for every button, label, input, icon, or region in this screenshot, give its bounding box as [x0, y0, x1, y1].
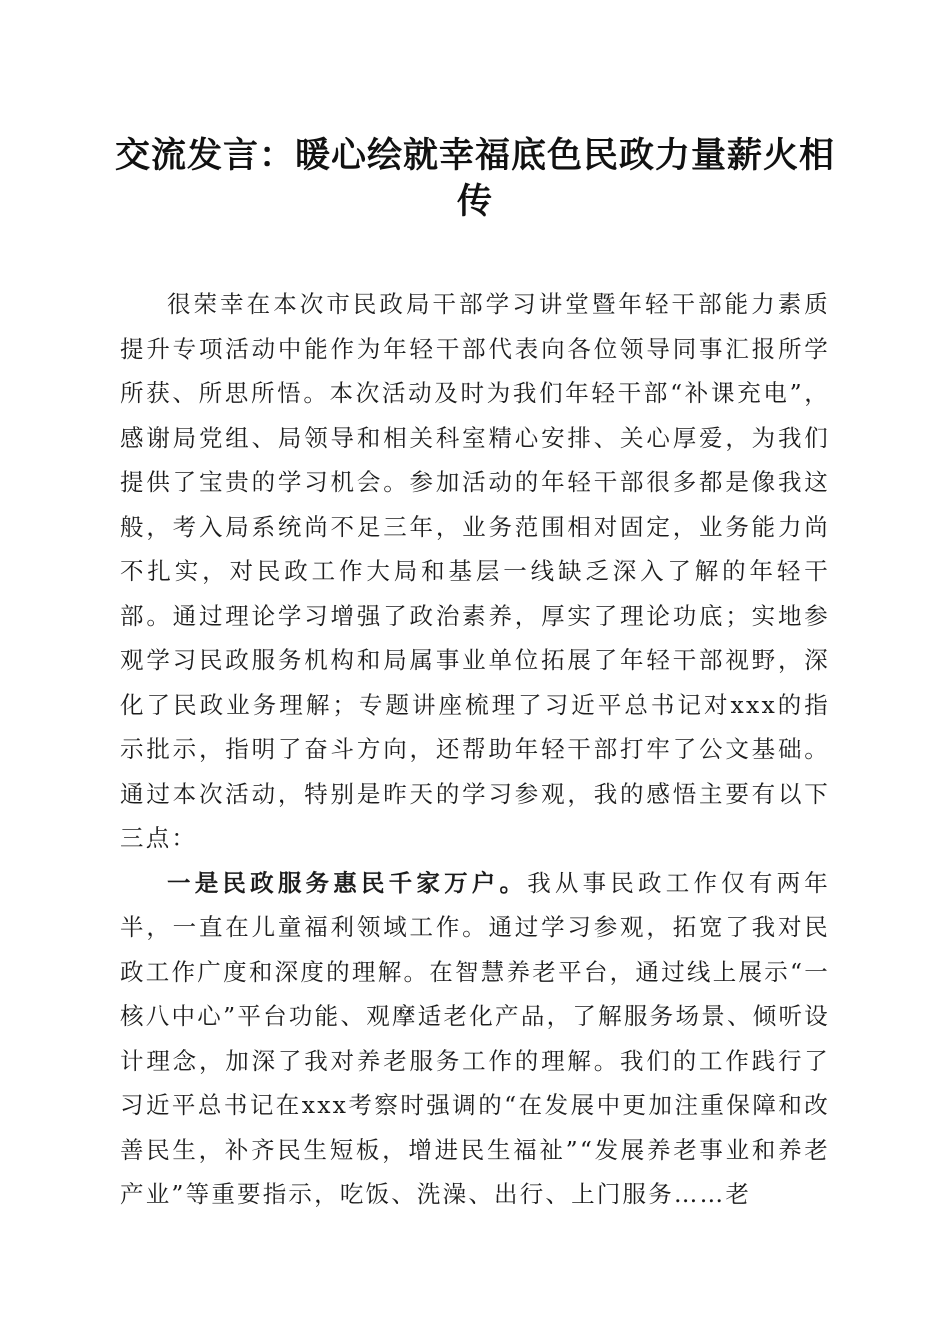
paragraph-point-one [120, 861, 830, 1217]
paragraph-text: 我从事民政工作仅有两年半，一直在儿童福利领域工作。通过学习参观，拓宽了我对民政工作广度和深度的理解。在智慧养老平台，通过线上展示“一核八中心”平台功能、观摩适老化产品，了解服务场景、倾听设计理念，加深了我对养老服务工作的理解。我们的工作践行了习近平总书记在xxx考察时强调的“在发展中更加注重保障和改善民生，补齐民生短板，增进民生福祉”“发展养老事业和养老产业”等重要指示，吃饭、洗澡、出行、上门服务……老 [120, 868, 830, 1208]
paragraph-text: 很荣幸在本次市民政局干部学习讲堂暨年轻干部能力素质提升专项活动中能作为年轻干部代表向各位领导同事汇报所学所获、所思所悟。本次活动及时为我们年轻干部“补课充电”，感谢局党组、局领导和相关科室精心安排、关心厚爱，为我们提供了宝贵的学习机会。参加活动的年轻干部很多都是像我这般，考入局系统尚不足三年，业务范围相对固定，业务能力尚不扎实，对民政工作大局和基层一线缺乏深入了解的年轻干部。通过理论学习增强了政治素养，厚实了理论功底；实地参观学习民政服务机构和局属事业单位拓展了年轻干部视野，深化了民政业务理解；专题讲座梳理了习近平总书记对xxx的指示批示，指明了奋斗方向，还帮助年轻干部打牢了公文基础。通过本次活动，特别是昨天的学习参观，我的感悟主要有以下三点： [120, 290, 830, 852]
paragraph-lead-heading: 一是民政服务惠民千家万户。 [167, 868, 528, 897]
page-title: 交流发言：暖心绘就幸福底色民政力量薪火相传 [114, 135, 835, 222]
document-body [120, 282, 830, 1217]
paragraph-intro [120, 282, 830, 861]
